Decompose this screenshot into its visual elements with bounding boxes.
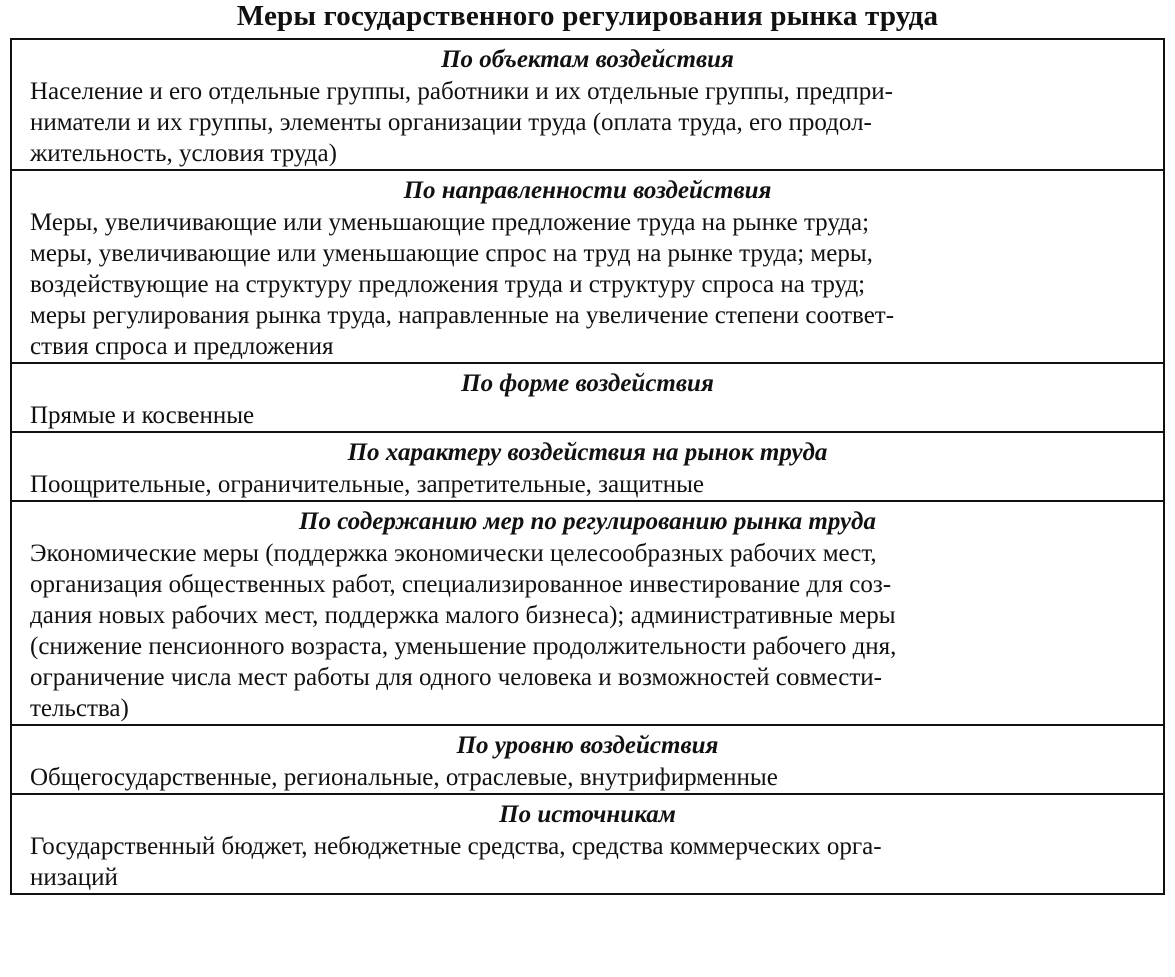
section-body: Общегосударственные, региональные, отраслевые, внутрифирменные (30, 764, 778, 791)
section-heading: По содержанию мер по регулированию рынка труда (299, 508, 876, 535)
section-by-character (12, 431, 1163, 500)
section-heading: По источникам (499, 801, 676, 828)
section-heading: По форме воздействия (461, 370, 714, 397)
section-by-direction (12, 169, 1163, 362)
section-heading: По направленности воздействия (403, 177, 772, 204)
section-heading: По уровню воздействия (456, 732, 719, 759)
page-title: Меры государственного регулирования рынка труда (236, 0, 939, 32)
section-body: Экономические меры (поддержка экономически целесообразных рабочих мест, организация общественных работ, специализированное инвестирование для соз- дания новых рабочих мест, поддержка малого бизнеса); административные меры (снижение пенсионного возраста, уменьшение продолжительности рабочего дня, ограничение числа мест работы для одного человека и возможностей совмести- тельства) (30, 540, 897, 722)
section-body: Население и его отдельные группы, работники и их отдельные группы, предпри- ниматели и их группы, элементы организации труда (оплата труда, его продол- жительность, условия труда) (30, 78, 894, 167)
section-body: Поощрительные, ограничительные, запретительные, защитные (30, 471, 704, 498)
section-heading: По характеру воздействия на рынок труда (347, 439, 828, 466)
section-body: Государственный бюджет, небюджетные средства, средства коммерческих орга- низаций (30, 833, 882, 891)
section-by-objects (12, 40, 1163, 169)
section-heading: По объектам воздействия (441, 46, 734, 73)
section-body: Меры, увеличивающие или уменьшающие предложение труда на рынке труда; меры, увеличивающие или уменьшающие спрос на труд на рынке труда; меры, воздействующие на структуру предложения труда и структуру спроса на труд; меры регулирования рынка труда, направленные на увеличение степени соответ- ствия спроса и предложения (30, 209, 895, 360)
section-by-form (12, 362, 1163, 431)
measures-table (10, 38, 1165, 895)
section-body: Прямые и косвенные (30, 402, 255, 429)
section-by-content (12, 500, 1163, 724)
section-by-sources (12, 793, 1163, 893)
section-by-level (12, 724, 1163, 793)
